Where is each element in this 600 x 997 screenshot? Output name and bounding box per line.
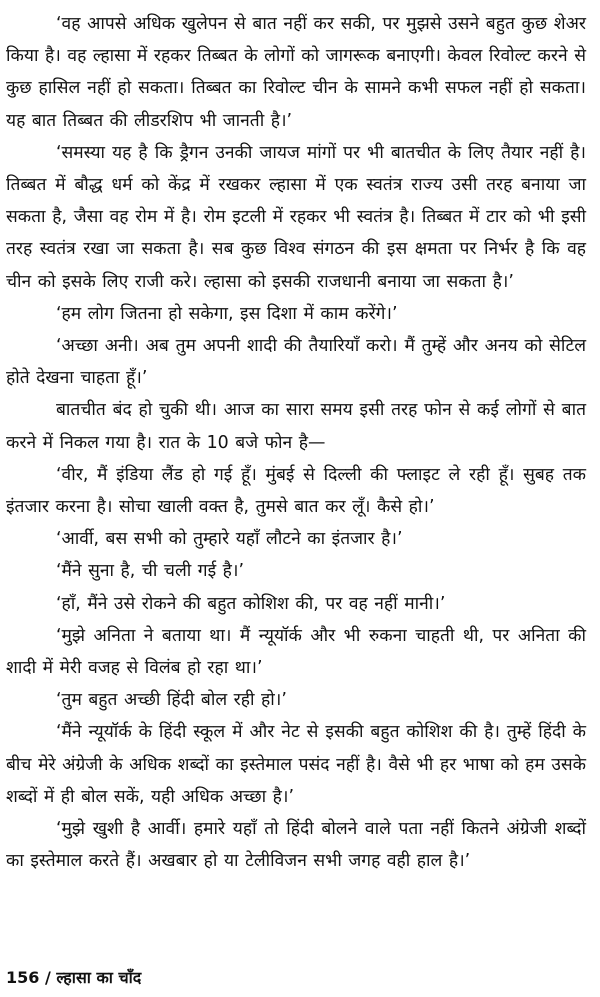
paragraph-2: ‘समस्या यह है कि ड्रैगन उनकी जायज मांगों पर भी बातचीत के लिए तैयार नहीं है। तिब्बत में बौद्ध धर्म को केंद्र में रखकर ल्हासा में एक स्वतंत्र राज्य उसी तरह बनाया जा सकता है, जैसा वह रोम में है। रोम इटली में रहकर भी स्वतंत्र है। तिब्बत में टार को भी इसी तरह स्वतंत्र रखा जा सकता है। सब कुछ विश्व संगठन की इस क्षमता पर निर्भर है कि वह चीन को इसके लिए राजी करे। ल्हासा को इसकी राजधानी बनाया जा सकता है।’	[6, 142, 586, 292]
paragraph-1: ‘वह आपसे अधिक खुलेपन से बात नहीं कर सकी, पर मुझसे उसने बहुत कुछ शेअर किया है। वह ल्हासा में रहकर तिब्बत के लोगों को जागरूक बनाएगी। केवल रिवोल्ट करने से कुछ हासिल नहीं हो सकता। तिब्बत का रिवोल्ट चीन के सामने कभी सफल नहीं हो सकता। यह बात तिब्बत की लीडरशिप भी जानती है।’	[6, 14, 586, 131]
paragraph-6: ‘वीर, मैं इंडिया लैंड हो गई हूँ। मुंबई से दिल्ली की फ्लाइट ले रही हूँ। सुबह तक इंतजार करना है। सोचा खाली वक्त है, तुमसे बात कर लूँ। कैसे हो।’	[6, 464, 586, 518]
page-number: 156	[6, 968, 40, 987]
paragraph-3: ‘हम लोग जितना हो सकेगा, इस दिशा में काम करेंगे।’	[56, 303, 398, 324]
paragraph-12: ‘मैंने न्यूयॉर्क के हिंदी स्कूल में और नेट से इसकी बहुत कोशिश की है। तुम्हें हिंदी के बीच मेरे अंग्रेजी के अधिक शब्दों का इस्तेमाल पसंद नहीं है। वैसे भी हर भाषा को हम उसके शब्दों में ही बोल सकें, यही अधिक अच्छा है।’	[6, 722, 586, 807]
paragraph-7: ‘आर्वी, बस सभी को तुम्हारे यहाँ लौटने का इंतजार है।’	[56, 529, 403, 550]
paragraph-5: बातचीत बंद हो चुकी थी। आज का सारा समय इसी तरह फोन से कई लोगों से बात करने में निकल गया है। रात के 10 बजे फोन है—	[6, 400, 586, 453]
page-footer	[6, 966, 141, 990]
paragraph-11: ‘तुम बहुत अच्छी हिंदी बोल रही हो।’	[56, 690, 287, 711]
body-text	[6, 8, 586, 877]
paragraph-13: ‘मुझे खुशी है आर्वी। हमारे यहाँ तो हिंदी बोलने वाले पता नहीं कितने अंग्रेजी शब्दों का इस्तेमाल करते हैं। अखबार हो या टेलीविजन सभी जगह वही हाल है।’	[6, 819, 586, 872]
paragraph-10: ‘मुझे अनिता ने बताया था। मैं न्यूयॉर्क और भी रुकना चाहती थी, पर अनिता की शादी में मेरी वजह से विलंब हो रहा था।’	[6, 625, 586, 679]
paragraph-8: ‘मैंने सुना है, ची चली गई है।’	[56, 561, 244, 582]
paragraph-4: ‘अच्छा अनी। अब तुम अपनी शादी की तैयारियाँ करो। मैं तुम्हें और अनय को सेटिल होते देखना चाहता हूँ।’	[6, 336, 586, 389]
paragraph-9: ‘हाँ, मैंने उसे रोकने की बहुत कोशिश की, पर वह नहीं मानी।’	[56, 593, 446, 614]
book-title: ल्हासा का चाँद	[56, 968, 142, 987]
footer-separator: /	[44, 968, 51, 987]
